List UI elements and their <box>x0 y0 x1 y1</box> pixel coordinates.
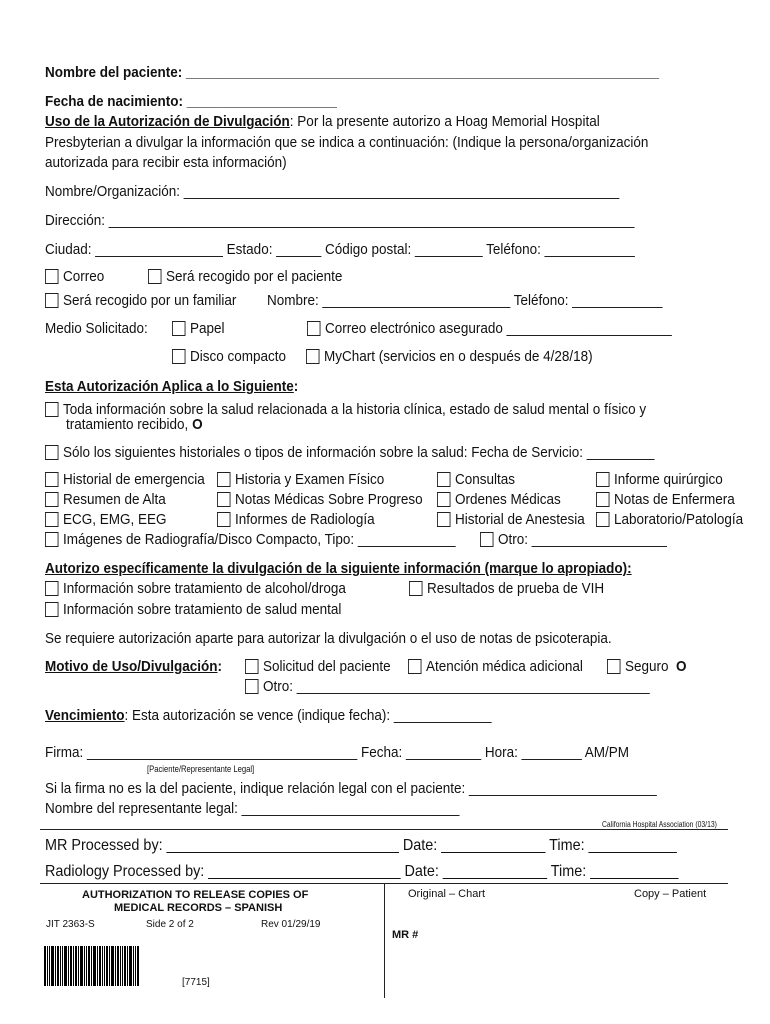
record-consults[interactable] <box>437 471 515 489</box>
mr-number-label: MR # <box>392 929 419 941</box>
record-checkbox[interactable] <box>45 472 59 487</box>
purpose-heading: Motivo de Uso/Divulgación <box>45 658 218 675</box>
record-nursing[interactable] <box>596 491 735 509</box>
medium-mychart-option[interactable] <box>306 348 593 366</box>
purpose-other-checkbox[interactable] <box>245 679 259 694</box>
footer-divider <box>384 883 385 998</box>
mail-checkbox[interactable] <box>45 269 59 284</box>
record-checkbox[interactable] <box>45 512 59 527</box>
insurance-label: Seguro <box>625 658 669 675</box>
only-following-checkbox[interactable] <box>45 445 59 460</box>
patient-name-line: Nombre del paciente: _______________________________________________________________ <box>45 64 660 81</box>
purpose-other-label: Otro: _______________________________________________ <box>263 678 650 695</box>
record-checkbox[interactable] <box>437 472 451 487</box>
record-checkbox[interactable] <box>45 492 59 507</box>
expiration-line <box>45 707 492 725</box>
mental-label: Información sobre tratamiento de salud mental <box>63 601 342 618</box>
purpose-request-option[interactable] <box>245 658 391 676</box>
use-text3: autorizada para recibir esta información) <box>45 154 287 171</box>
record-label: Historial de emergencia <box>63 471 205 488</box>
hiv-checkbox[interactable] <box>409 581 423 596</box>
medium-label: Medio Solicitado: <box>45 320 148 337</box>
all-info-line2 <box>66 416 203 434</box>
use-paragraph-line1 <box>45 113 600 131</box>
record-label: Otro: __________________ <box>498 531 667 548</box>
record-progress-notes[interactable] <box>217 491 423 509</box>
barcode-icon <box>44 946 140 986</box>
purpose-insurance-option[interactable] <box>607 658 687 676</box>
applies-heading: Esta Autorización Aplica a lo Siguiente <box>45 378 294 395</box>
divider <box>40 829 728 830</box>
record-checkbox[interactable] <box>437 512 451 527</box>
family-name-line: Nombre: _________________________ Teléfono: ____________ <box>267 292 663 309</box>
paper-checkbox[interactable] <box>172 321 186 336</box>
form-number: JIT 2363-S <box>46 919 95 930</box>
insurance-checkbox[interactable] <box>607 659 621 674</box>
mychart-checkbox[interactable] <box>306 349 320 364</box>
expiration-heading: Vencimiento <box>45 707 125 724</box>
applies-colon: : <box>293 378 299 395</box>
care-checkbox[interactable] <box>408 659 422 674</box>
cha-credit: California Hospital Association (03/13) <box>602 820 717 829</box>
record-label: Informe quirúrgico <box>614 471 723 488</box>
use-text1: : Por la presente autorizo a Hoag Memorial Hospital <box>289 113 600 130</box>
mail-label: Correo <box>63 268 105 285</box>
signature-line: Firma: ____________________________________ Fecha: __________ Hora: ________ AM/PM <box>45 744 629 761</box>
specific-heading: Autorizo específicamente la divulgación de la siguiente información (marque lo apropiado): <box>45 560 632 577</box>
record-lab[interactable] <box>596 511 743 529</box>
record-ecg[interactable] <box>45 511 167 529</box>
only-following-option[interactable] <box>45 444 654 462</box>
relation-line: Si la firma no es la del paciente, indique relación legal con el paciente: _________________________ <box>45 780 657 797</box>
only-following-label: Sólo los siguientes historiales o tipos de información sobre la salud: Fecha de Servicio: _________ <box>63 444 655 461</box>
pickup-patient-checkbox[interactable] <box>148 269 162 284</box>
record-emergency[interactable] <box>45 471 205 489</box>
request-checkbox[interactable] <box>245 659 259 674</box>
mental-option[interactable] <box>45 601 341 619</box>
paper-label: Papel <box>190 320 225 337</box>
record-orders[interactable] <box>437 491 561 509</box>
psychotherapy-note: Se requiere autorización aparte para autorizar la divulgación o el uso de notas de psicoterapia. <box>45 630 612 647</box>
record-label: Historia y Examen Físico <box>235 471 385 488</box>
record-checkbox[interactable] <box>596 472 610 487</box>
footer-title-1: AUTHORIZATION TO RELEASE COPIES OF <box>82 889 309 901</box>
record-radiology-reports[interactable] <box>217 511 375 529</box>
hiv-option[interactable] <box>409 580 604 598</box>
revision: Rev 01/29/19 <box>261 919 321 930</box>
pickup-patient-label: Será recogido por el paciente <box>166 268 343 285</box>
purpose-other-option[interactable] <box>245 678 650 696</box>
record-label: Notas Médicas Sobre Progreso <box>235 491 423 508</box>
mychart-label: MyChart (servicios en o después de 4/28/18) <box>324 348 593 365</box>
all-info-label-2: tratamiento recibido, <box>66 416 189 433</box>
alcohol-label: Información sobre tratamiento de alcohol/droga <box>63 580 346 597</box>
record-label: Imágenes de Radiografía/Disco Compacto, Tipo: _____________ <box>63 531 456 548</box>
rep-name-line: Nombre del representante legal: _____________________________ <box>45 800 460 817</box>
record-checkbox[interactable] <box>480 532 494 547</box>
mental-checkbox[interactable] <box>45 602 59 617</box>
applies-heading-line <box>45 378 298 396</box>
record-operative[interactable] <box>596 471 723 489</box>
all-info-label: Toda información sobre la salud relacionada a la historia clínica, estado de salud mental o físico y <box>63 401 647 418</box>
alcohol-option[interactable] <box>45 580 346 598</box>
all-info-checkbox[interactable] <box>45 402 59 417</box>
pickup-family-label: Será recogido por un familiar <box>63 292 237 309</box>
record-checkbox[interactable] <box>596 512 610 527</box>
care-label: Atención médica adicional <box>426 658 583 675</box>
radiology-processed-line: Radiology Processed by: ________________________ Date: _____________ Time: ___________ <box>45 863 679 880</box>
record-label: Notas de Enfermera <box>614 491 735 508</box>
hiv-label: Resultados de prueba de VIH <box>427 580 605 597</box>
record-label: ECG, EMG, EEG <box>63 511 167 528</box>
record-checkbox[interactable] <box>217 472 231 487</box>
purpose-care-option[interactable] <box>408 658 583 676</box>
record-checkbox[interactable] <box>217 492 231 507</box>
original-chart: Original – Chart <box>408 888 486 900</box>
record-label: Informes de Radiología <box>235 511 375 528</box>
record-history-physical[interactable] <box>217 471 384 489</box>
record-label: Ordenes Médicas <box>455 491 561 508</box>
secure-email-label: Correo electrónico asegurado ______________________ <box>325 320 672 337</box>
medium-cd-option[interactable] <box>172 348 286 366</box>
record-label: Resumen de Alta <box>63 491 166 508</box>
cd-label: Disco compacto <box>190 348 287 365</box>
secure-email-checkbox[interactable] <box>307 321 321 336</box>
use-text2: Presbyterian a divulgar la información que se indica a continuación: (Indique la persona/organización <box>45 134 649 151</box>
cd-checkbox[interactable] <box>172 349 186 364</box>
address-line: Dirección: ______________________________________________________________________ <box>45 212 635 229</box>
dob-line: Fecha de nacimiento: ____________________ <box>45 93 337 110</box>
record-checkbox[interactable] <box>596 492 610 507</box>
record-label: Consultas <box>455 471 516 488</box>
medium-paper-option[interactable] <box>172 320 225 338</box>
use-heading: Uso de la Autorización de Divulgación <box>45 113 290 130</box>
record-checkbox[interactable] <box>217 512 231 527</box>
record-label: Historial de Anestesia <box>455 511 585 528</box>
record-checkbox[interactable] <box>45 532 59 547</box>
signature-sub: [Paciente/Representante Legal] <box>147 764 255 774</box>
delivery-mail-option[interactable] <box>45 268 104 286</box>
purpose-or: O <box>676 658 687 675</box>
copy-patient: Copy – Patient <box>634 888 707 900</box>
record-imaging[interactable] <box>45 531 456 549</box>
medium-email-option[interactable] <box>307 320 672 338</box>
purpose-heading-line <box>45 658 222 676</box>
delivery-pickup-family-option[interactable] <box>45 292 236 310</box>
footer-code: [7715] <box>182 977 210 988</box>
request-label: Solicitud del paciente <box>263 658 391 675</box>
footer-title-2: MEDICAL RECORDS – SPANISH <box>114 902 283 914</box>
record-anesthesia[interactable] <box>437 511 585 529</box>
record-other[interactable] <box>480 531 667 549</box>
record-label: Laboratorio/Patología <box>614 511 744 528</box>
purpose-colon: : <box>217 658 223 675</box>
mr-processed-line: MR Processed by: _____________________________ Date: _____________ Time: ___________ <box>45 837 677 854</box>
delivery-pickup-patient-option[interactable] <box>148 268 342 286</box>
record-checkbox[interactable] <box>437 492 451 507</box>
side-number: Side 2 of 2 <box>146 919 194 930</box>
alcohol-checkbox[interactable] <box>45 581 59 596</box>
pickup-family-checkbox[interactable] <box>45 293 59 308</box>
city-line: Ciudad: _________________ Estado: ______ Código postal: _________ Teléfono: ____________ <box>45 241 635 258</box>
org-line: Nombre/Organización: __________________________________________________________ <box>45 183 620 200</box>
all-info-or: O <box>192 416 203 433</box>
expiration-text: : Esta autorización se vence (indique fecha): _____________ <box>124 707 492 724</box>
record-discharge[interactable] <box>45 491 166 509</box>
